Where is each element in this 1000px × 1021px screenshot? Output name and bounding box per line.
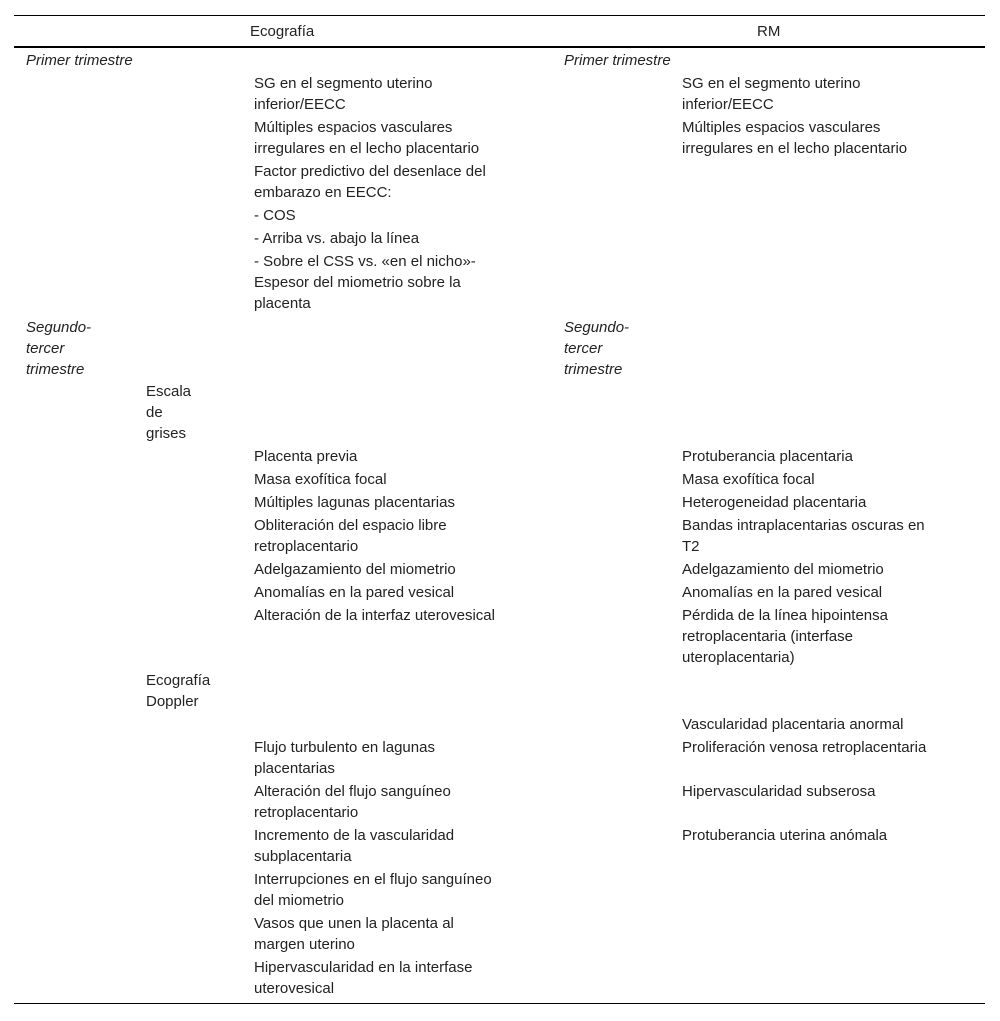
table-header-rule [14,46,985,48]
eco-doppler-label: Ecografía Doppler [146,672,211,710]
rm-gray-item: Bandas intraplacentarias oscuras en [682,517,925,534]
eco-grayscale-label: Escala de grises [146,383,192,442]
rm-gray-item: T2 [682,538,700,555]
eco-second-third-label: Segundo- tercer trimestre [26,319,92,378]
rm-gray-item: Heterogeneidad placentaria [682,494,867,511]
eco-doppler-item: Hipervascularidad en la interfase [254,959,473,976]
eco-gray-item: Alteración de la interfaz uterovesical [254,607,495,624]
eco-first-item: placenta [254,295,311,312]
eco-gray-item: Obliteración del espacio libre [254,517,447,534]
eco-doppler-item: placentarias [254,760,335,777]
eco-first-item: SG en el segmento uterino [254,75,433,92]
eco-gray-item: Masa exofítica focal [254,471,387,488]
eco-gray-item: Múltiples lagunas placentarias [254,494,455,511]
rm-doppler-item: Vascularidad placentaria anormal [682,716,904,733]
eco-gray-item: retroplacentario [254,538,359,555]
rm-gray-item: Adelgazamiento del miometrio [682,561,884,578]
eco-doppler-item: del miometrio [254,892,345,909]
eco-doppler-item: uterovesical [254,980,335,997]
eco-doppler-item: Flujo turbulento en lagunas [254,739,435,756]
eco-gray-item: Adelgazamiento del miometrio [254,561,456,578]
column-header-ecografia: Ecografía [250,23,315,40]
rm-first-item: Múltiples espacios vasculares [682,119,881,136]
rm-doppler-item: Protuberancia uterina anómala [682,827,888,844]
eco-first-item: embarazo en EECC: [254,184,392,201]
eco-gray-item: Placenta previa [254,448,358,465]
rm-gray-item: Masa exofítica focal [682,471,815,488]
eco-first-item: - Sobre el CSS vs. «en el nicho»- [254,253,476,270]
rm-second-third-label: Segundo- tercer trimestre [564,319,630,378]
rm-gray-item: retroplacentaria (interfase [682,628,853,645]
eco-doppler-item: Incremento de la vascularidad [254,827,455,844]
eco-first-item: Factor predictivo del desenlace del [254,163,486,180]
rm-gray-item: uteroplacentaria) [682,649,795,666]
eco-gray-item: Anomalías en la pared vesical [254,584,455,601]
eco-first-item: inferior/EECC [254,96,346,113]
rm-gray-item: Anomalías en la pared vesical [682,584,883,601]
rm-gray-item: Pérdida de la línea hipointensa [682,607,888,624]
eco-doppler-item: margen uterino [254,936,355,953]
rm-first-item: inferior/EECC [682,96,774,113]
eco-doppler-item: Alteración del flujo sanguíneo [254,783,451,800]
eco-doppler-item: retroplacentario [254,804,359,821]
eco-first-trimester-label: Primer trimestre [26,52,133,69]
rm-first-trimester-label: Primer trimestre [564,52,671,69]
rm-first-item: SG en el segmento uterino [682,75,861,92]
table-bottom-rule [14,1003,985,1004]
rm-doppler-item: Proliferación venosa retroplacentaria [682,739,927,756]
rm-gray-item: Protuberancia placentaria [682,448,853,465]
eco-doppler-item: Vasos que unen la placenta al [254,915,454,932]
eco-first-item: - COS [254,207,296,224]
rm-first-item: irregulares en el lecho placentario [682,140,908,157]
eco-first-item: Múltiples espacios vasculares [254,119,453,136]
column-header-rm: RM [757,23,781,40]
table-top-rule [14,15,985,16]
eco-doppler-item: subplacentaria [254,848,352,865]
eco-first-item: Espesor del miometrio sobre la [254,274,461,291]
rm-doppler-item: Hipervascularidad subserosa [682,783,876,800]
eco-first-item: irregulares en el lecho placentario [254,140,480,157]
eco-first-item: - Arriba vs. abajo la línea [254,230,420,247]
eco-doppler-item: Interrupciones en el flujo sanguíneo [254,871,492,888]
